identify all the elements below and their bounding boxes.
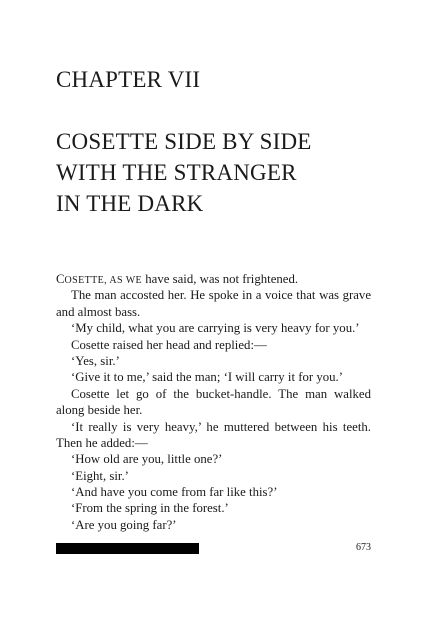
chapter-heading: CHAPTER VII bbox=[56, 67, 201, 92]
page-number: 673 bbox=[356, 542, 371, 553]
text-line: ‘And have you come from far like this?’ bbox=[71, 485, 278, 500]
text-line: along beside her. bbox=[56, 403, 143, 418]
text-line: Cosette raised her head and replied:— bbox=[71, 337, 267, 352]
chapter-title bbox=[56, 126, 386, 219]
text-line: ‘Yes, sir.’ bbox=[71, 353, 120, 368]
text-line bbox=[56, 271, 371, 287]
lead-smallcaps: OSETTE, AS WE bbox=[64, 275, 143, 286]
chapter-title-line: COSETTE SIDE BY SIDE bbox=[56, 129, 312, 154]
chapter-title-line: WITH THE STRANGER bbox=[56, 160, 297, 185]
lead-capital: C bbox=[56, 272, 65, 286]
text-line: ‘How old are you, little one?’ bbox=[71, 452, 223, 467]
text-line-rest: have said, was not frightened. bbox=[142, 272, 299, 286]
redaction-bar bbox=[56, 543, 199, 554]
text-line: The man accosted her. He spoke in a voice that was grave bbox=[71, 288, 371, 303]
text-line: Cosette let go of the bucket-handle. The man walked bbox=[71, 386, 371, 401]
text-line: ‘Give it to me,’ said the man; ‘I will carry it for you.’ bbox=[71, 370, 343, 385]
text-line: and almost bass. bbox=[56, 304, 141, 319]
text-line: Then he added:— bbox=[56, 435, 148, 450]
text-line: ‘My child, what you are carrying is very heavy for you.’ bbox=[71, 321, 360, 336]
text-line: ‘Eight, sir.’ bbox=[71, 468, 129, 483]
body-text bbox=[56, 271, 371, 533]
text-line: ‘It really is very heavy,’ he muttered between his teeth. bbox=[71, 419, 371, 434]
chapter-title-line: IN THE DARK bbox=[56, 191, 204, 216]
text-line: ‘Are you going far?’ bbox=[71, 517, 177, 532]
text-line: ‘From the spring in the forest.’ bbox=[71, 501, 229, 516]
